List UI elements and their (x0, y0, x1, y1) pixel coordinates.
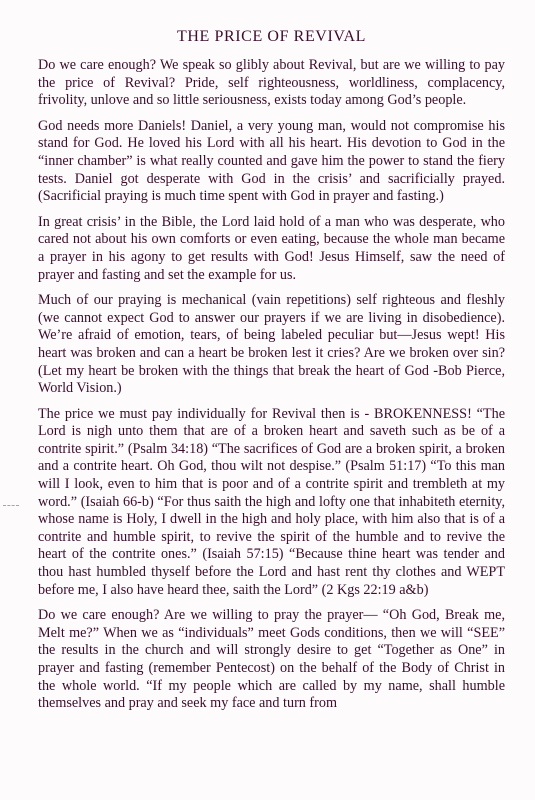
paragraph-brokenness: The price we must pay individually for Revival then is - BROKENNESS! “The Lord is nigh unto them that are of a broken heart and saveth such as be of a contrite spirit.” (Psalm 34:18) “The sacrifices of God are a broken spirit, a broken and a contrite heart. Oh God, thou wilt not despise.” (Psalm 51:17) “To this man will I look, even to him that is poor and of a contrite spirit and trembleth at my word.” (Isaiah 66-b) “For thus saith the high and lofty one that inhabiteth eternity, whose name is Holy, I dwell in the high and holy place, with him also that is of a contrite and humble spirit, to revive the spirit of the humble and to revive the heart of the contrite ones.” (Isaiah 57:15) “Because thine heart was tender and thou hast humbled thyself before the Lord and hast rent thy clothes and WEPT before me, I also have heard thee, saith the Lord” (2 Kgs 22:19 a&b) (38, 405, 505, 598)
document-title: THE PRICE OF REVIVAL (176, 28, 367, 45)
paragraph-great-crisis: In great crisis’ in the Bible, the Lord laid hold of a man who was desperate, who cared not about his own comforts or even eating, because the whole man became a prayer in his agony to get results with God! Jesus Himself, saw the need of prayer and fasting and set the example for us. (38, 213, 505, 283)
paragraph-pray-the-prayer: Do we care enough? Are we willing to pray the prayer— “Oh God, Break me, Melt me?” When we as “individuals” meet Gods conditions, then we will “SEE” the results in the church and will strongly desire to get “Together as One” in prayer and fasting (remember Pentecost) on the behalf of the Body of Christ in the whole world. “If my people which are called by my name, shall humble themselves and pray and seek my face and turn from (38, 607, 505, 712)
scan-margin-mark (3, 505, 19, 506)
paragraph-care-enough: Do we care enough? We speak so glibly about Revival, but are we willing to pay the price of Revival? Pride, self righteousness, worldliness, complacency, frivolity, unlove and so little seriousness, exists today among God’s people. (38, 57, 505, 109)
paragraph-mechanical-praying: Much of our praying is mechanical (vain repetitions) self righteous and fleshly (we cannot expect God to answer our prayers if we are living in disobedience). We’re afraid of emotion, tears, of being labeled peculiar but—Jesus wept! His heart was broken and can a heart be broken lest it cries? Are we broken over sin? (Let my heart be broken with the things that break the heart of God -Bob Pierce, World Vision.) (38, 292, 505, 397)
paragraph-daniels: God needs more Daniels! Daniel, a very young man, would not compromise his stand for God. He loved his Lord with all his heart. His devotion to God in the “inner chamber” is what really counted and gave him the power to stand the fiery tests. Daniel got desperate with God in the crisis’ and sacrificially prayed. (Sacrificial praying is much time spent with God in prayer and fasting.) (38, 117, 505, 205)
